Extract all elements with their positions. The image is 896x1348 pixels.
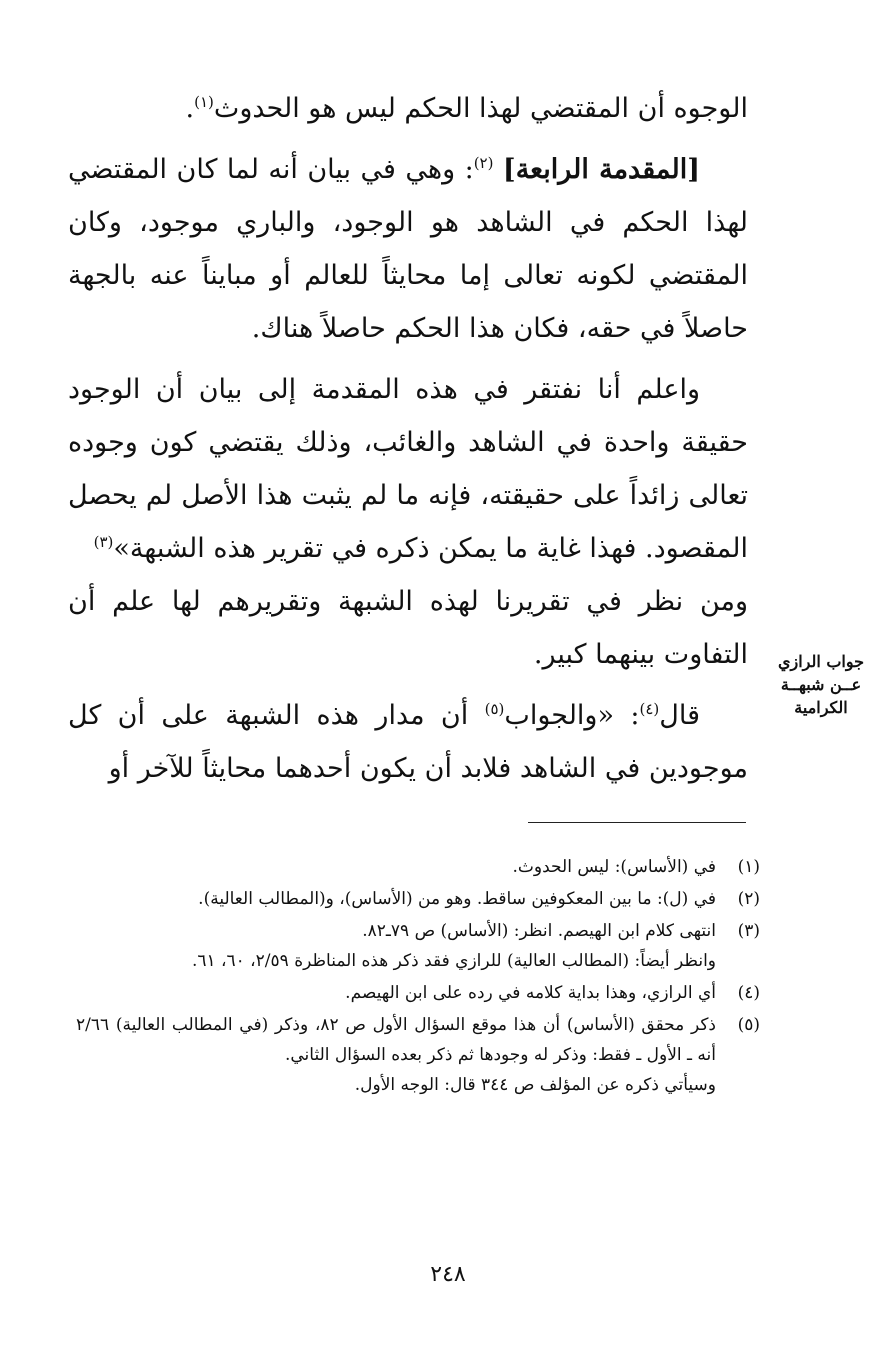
paragraph-1-end: .	[185, 93, 195, 124]
footnote-text: أي الرازي، وهذا بداية كلامه في رده على ابن الهيصم.	[345, 983, 716, 1003]
footnote-4	[76, 978, 760, 1008]
page-number: ٢٤٨	[430, 1262, 466, 1287]
footnote-2	[76, 884, 760, 914]
paragraph-1-text: الوجوه أن المقتضي لهذا الحكم ليس هو الحدوث	[213, 93, 748, 124]
margin-note-line-3: الكرامية	[794, 698, 848, 717]
footnote-ref-4: (٤)	[639, 700, 660, 718]
footnote-text: وسيأتي ذكره عن المؤلف ص ٣٤٤ قال: الوجه الأول.	[354, 1075, 716, 1095]
footnote-ref-1: (١)	[194, 93, 214, 111]
paragraph-3	[68, 363, 748, 681]
margin-note-line-2: عــن شبهــة	[780, 675, 862, 694]
footnote-number: (٣)	[737, 921, 760, 941]
footnote-text: في (الأساس): ليس الحدوث.	[512, 857, 716, 877]
footnote-text: وانظر أيضاً: (المطالب العالية) للرازي فقد ذكر هذه المناظرة ٢/٥٩، ٦٠، ٦١.	[191, 951, 716, 971]
footnote-ref-5: (٥)	[484, 700, 505, 718]
footnote-separator	[528, 822, 746, 823]
paragraph-4-start: قال	[659, 700, 700, 731]
paragraph-2	[68, 143, 748, 355]
footnote-number: (٢)	[737, 889, 760, 909]
margin-note-line-1: جواب الرازي	[777, 652, 865, 671]
footnote-text: في (ل): ما بين المعكوفين ساقط. وهو من (الأساس)، و(المطالب العالية).	[198, 889, 716, 909]
footnote-body	[76, 978, 716, 1008]
paragraph-4-quote-start: : «والجواب	[504, 700, 640, 731]
footnote-number: (٥)	[737, 1015, 760, 1035]
paragraph-4	[68, 689, 748, 795]
footnotes	[76, 852, 760, 1102]
paragraph-3-continuation: ومن نظر في تقريرنا لهذه الشبهة وتقريرهم لها علم أن التفاوت بينهما كبير.	[68, 586, 748, 670]
footnote-number: (١)	[737, 857, 760, 877]
footnote-ref-3: (٣)	[93, 533, 114, 551]
paragraph-4-text: أن مدار هذه الشبهة على أن كل موجودين في الشاهد فلابد أن يكون أحدهما محايثاً للآخر أو	[68, 700, 748, 784]
footnote-text: انتهى كلام ابن الهيصم. انظر: (الأساس) ص ٧٩ـ٨٢.	[362, 921, 716, 941]
footnote-1	[76, 852, 760, 882]
footnote-ref-2: (٢)	[473, 154, 494, 172]
paragraph-2-text: : وهي في بيان أنه لما كان المقتضي لهذا الحكم في الشاهد هو الوجود، والباري موجود، وكان المقتضي لكونه تعالى إما محايثاً للعالم أو مبايناً عنه بالجهة حاصلاً في حقه، فكان هذا الحكم حاصلاً هناك.	[68, 154, 748, 344]
footnote-body	[76, 852, 716, 882]
footnote-text: ذكر محقق (الأساس) أن هذا موقع السؤال الأول ص ٨٢، وذكر (في المطالب العالية) ٢/٦٦ أنه ـ الأول ـ فقط: وذكر له وجودها ثم ذكر بعده السؤال الثاني.	[76, 1015, 716, 1065]
footnote-number: (٤)	[737, 983, 760, 1003]
section-heading: [المقدمة الرابعة]	[502, 154, 700, 185]
main-text	[68, 82, 748, 795]
footnote-5	[76, 1010, 760, 1100]
footnote-body	[76, 1010, 716, 1100]
paragraph-3-text: واعلم أنا نفتقر في هذه المقدمة إلى بيان أن الوجود حقيقة واحدة في الشاهد والغائب، وذلك يقتضي كون وجوده تعالى زائداً على حقيقته، فإنه ما لم يثبت هذا الأصل لم يحصل المقصود. فهذا غاية ما يمكن ذكره في تقرير هذه الشبهة»	[68, 374, 748, 564]
margin-note	[762, 650, 880, 719]
footnote-body	[76, 884, 716, 914]
footnote-body	[76, 916, 716, 976]
paragraph-1	[68, 82, 748, 135]
footnote-3	[76, 916, 760, 976]
